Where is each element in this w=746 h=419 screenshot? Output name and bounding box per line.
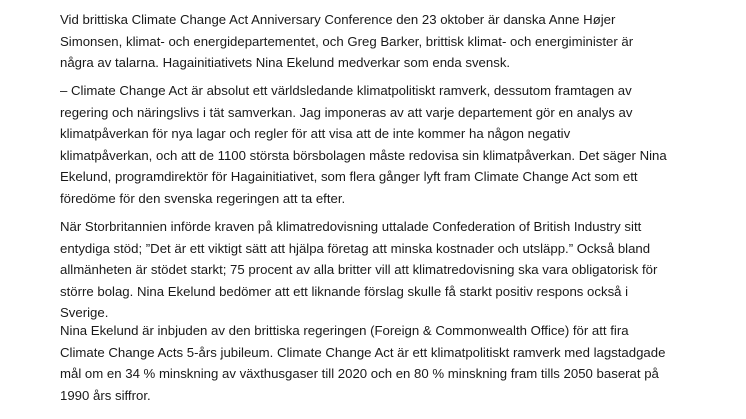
paragraph-invitation: Nina Ekelund är inbjuden av den brittiska regeringen (Foreign & Commonwealth Office) för att fira Climate Change Acts 5-års jubileum. Climate Change Act är ett klimatpolitiskt ramverk med lagstadgade mål om en 34 % minskning av växthusgaser till 2020 och en 80 % minskning fram tills 2050 baserat på 1990 års siffror.	[60, 323, 666, 403]
paragraph-intro: Vid brittiska Climate Change Act Anniversary Conference den 23 oktober är danska Anne Højer Simonsen, klimat- och energidepartementet, och Greg Barker, brittisk klimat- och energiminister är några av talarna. Hagainitiativets Nina Ekelund medverkar som enda svensk.	[60, 12, 634, 70]
paragraph-quote: – Climate Change Act är absolut ett världsledande klimatpolitiskt ramverk, dessutom framtagen av regering och näringslivs i tät samverkan. Jag imponeras av att varje departement gör en analys av klimatpåverkan för nya lagar och regler för att visa att de inte kommer ha någon negativ klimatpåverkan, och att de 1100 största börsbolagen måste redovisa sin klimatpåverkan. Det säger Nina Ekelund, programdirektör för Hagainitiativet, som flera gånger lyft fram Climate Change Act som ett föredöme för den svenska regeringen att ta efter.	[60, 83, 667, 206]
paragraph-cbi-support: När Storbritannien införde kraven på klimatredovisning uttalade Confederation of British Industry sitt entydiga stöd; ”Det är ett viktigt sätt att hjälpa företag att minska kostnader och utsläpp.” Också bland allmänheten är stödet starkt; 75 procent av alla britter vill att klimatredovisning ska vara obligatorisk för större bolag. Nina Ekelund bedömer att ett liknande förslag skulle få starkt positiv respons också i Sverige.	[60, 219, 658, 320]
